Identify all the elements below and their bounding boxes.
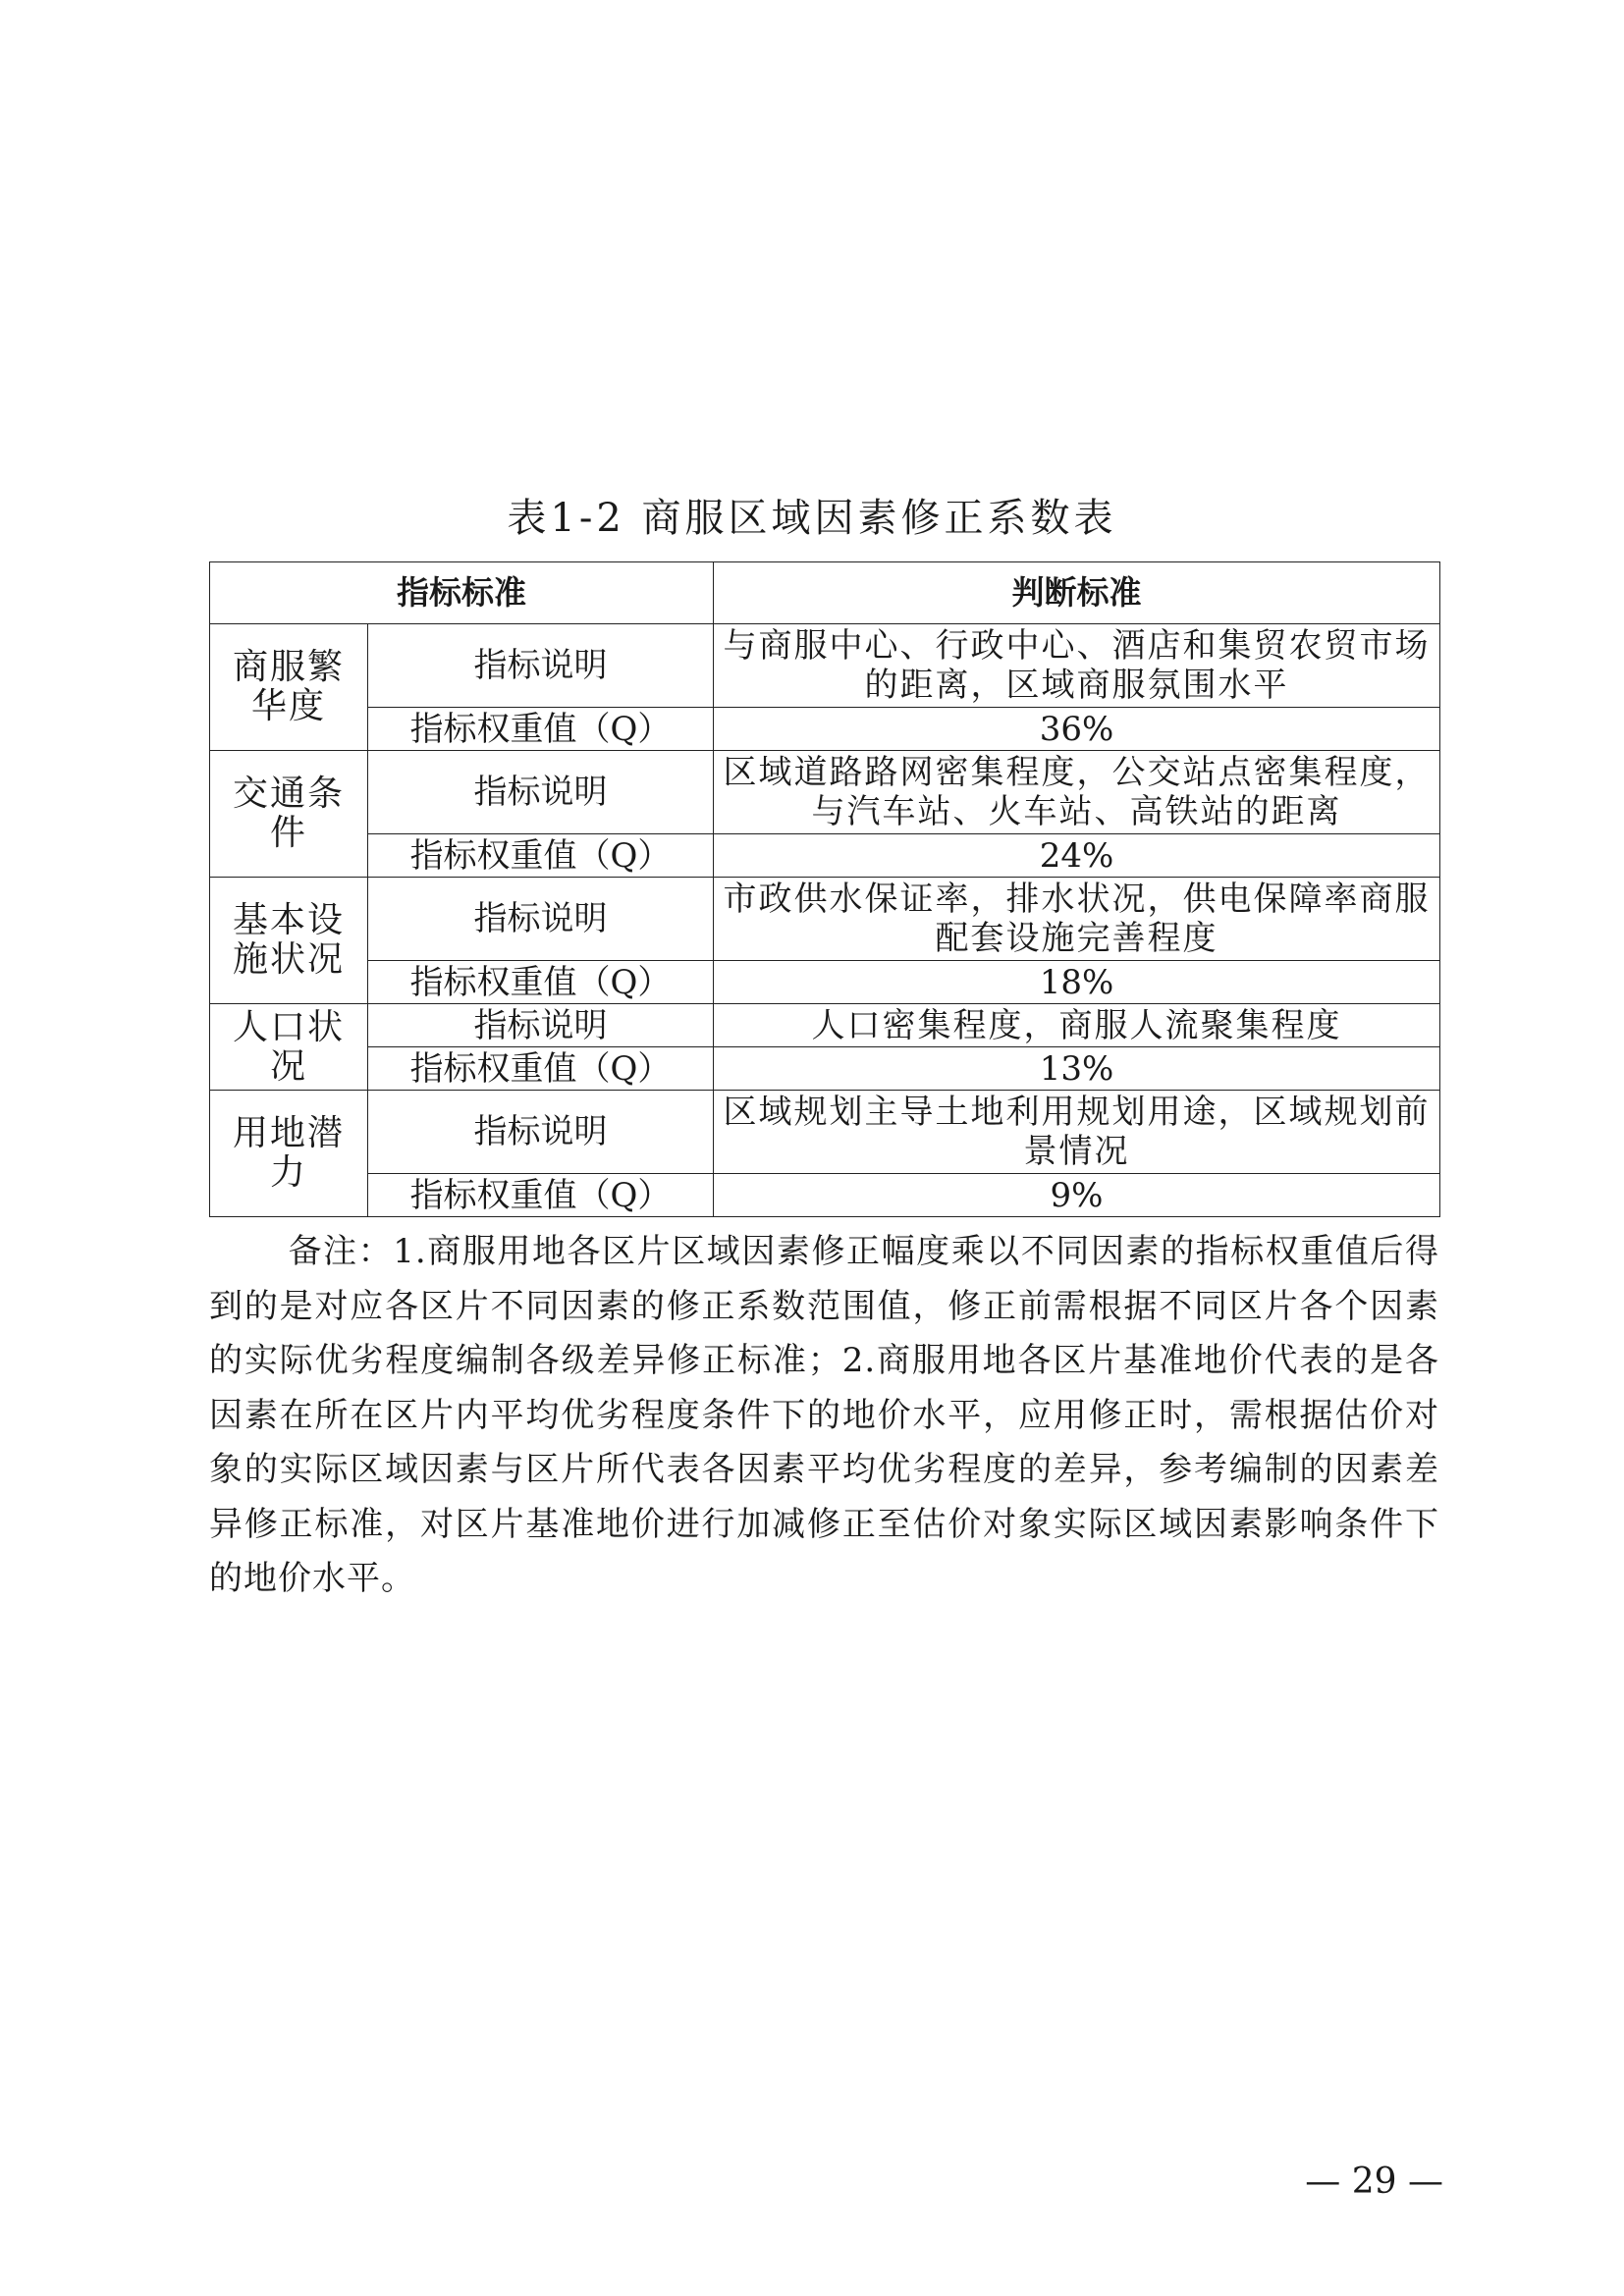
desc-label: 指标说明: [368, 1091, 714, 1174]
header-judgement: 判断标准: [714, 562, 1440, 624]
table-row: [210, 878, 1440, 961]
weight-label: 指标权重值（Q）: [368, 1174, 714, 1217]
desc-label: 指标说明: [368, 878, 714, 961]
desc-label: 指标说明: [368, 751, 714, 834]
weight-label: 指标权重值（Q）: [368, 834, 714, 878]
weight-value: 18%: [714, 961, 1440, 1004]
weight-value: 24%: [714, 834, 1440, 878]
table-row: [210, 961, 1440, 1004]
factor-table: [209, 561, 1440, 1217]
weight-label: 指标权重值（Q）: [368, 708, 714, 751]
factor-description: 人口密集程度，商服人流聚集程度: [714, 1004, 1440, 1047]
table-row: [210, 1091, 1440, 1174]
factor-description: 市政供水保证率，排水状况，供电保障率商服配套设施完善程度: [714, 878, 1440, 961]
weight-label: 指标权重值（Q）: [368, 961, 714, 1004]
table-caption: 表1-2 商服区域因素修正系数表: [507, 496, 1117, 541]
table-row: [210, 834, 1440, 878]
table-row: [210, 751, 1440, 834]
table-row: [210, 1174, 1440, 1217]
factor-description: 与商服中心、行政中心、酒店和集贸农贸市场的距离，区域商服氛围水平: [714, 624, 1440, 708]
page-number: — 29 —: [1305, 2162, 1443, 2202]
weight-label: 指标权重值（Q）: [368, 1047, 714, 1091]
factor-name: 基本设施状况: [210, 878, 368, 1004]
table-row: [210, 708, 1440, 751]
table-row: [210, 1004, 1440, 1047]
factor-description: 区域规划主导土地利用规划用途，区域规划前景情况: [714, 1091, 1440, 1174]
note-text: 备注：1.商服用地各区片区域因素修正幅度乘以不同因素的指标权重值后得到的是对应各区片不同因素的修正系数范围值，修正前需根据不同区片各个因素的实际优劣程度编制各级差异修正标准；2.商服用地各区片基准地价代表的是各因素在所在区片内平均优劣程度条件下的地价水平，应用修正时，需根据估价对象的实际区域因素与区片所代表各因素平均优劣程度的差异，参考编制的因素差异修正标准，对区片基准地价进行加减修正至估价对象实际区域因素影响条件下的地价水平。: [209, 1232, 1439, 1598]
factor-description: 区域道路路网密集程度，公交站点密集程度，与汽车站、火车站、高铁站的距离: [714, 751, 1440, 834]
table-row: [210, 624, 1440, 708]
table-row: [210, 1047, 1440, 1091]
desc-label: 指标说明: [368, 624, 714, 708]
factor-name: 商服繁华度: [210, 624, 368, 751]
factor-name: 人口状况: [210, 1004, 368, 1091]
factor-name: 用地潜力: [210, 1091, 368, 1217]
weight-value: 36%: [714, 708, 1440, 751]
weight-value: 9%: [714, 1174, 1440, 1217]
table-note: [209, 1225, 1439, 1607]
factor-name: 交通条件: [210, 751, 368, 878]
weight-value: 13%: [714, 1047, 1440, 1091]
desc-label: 指标说明: [368, 1004, 714, 1047]
header-indicator: 指标标准: [210, 562, 714, 624]
table-header-row: [210, 562, 1440, 624]
